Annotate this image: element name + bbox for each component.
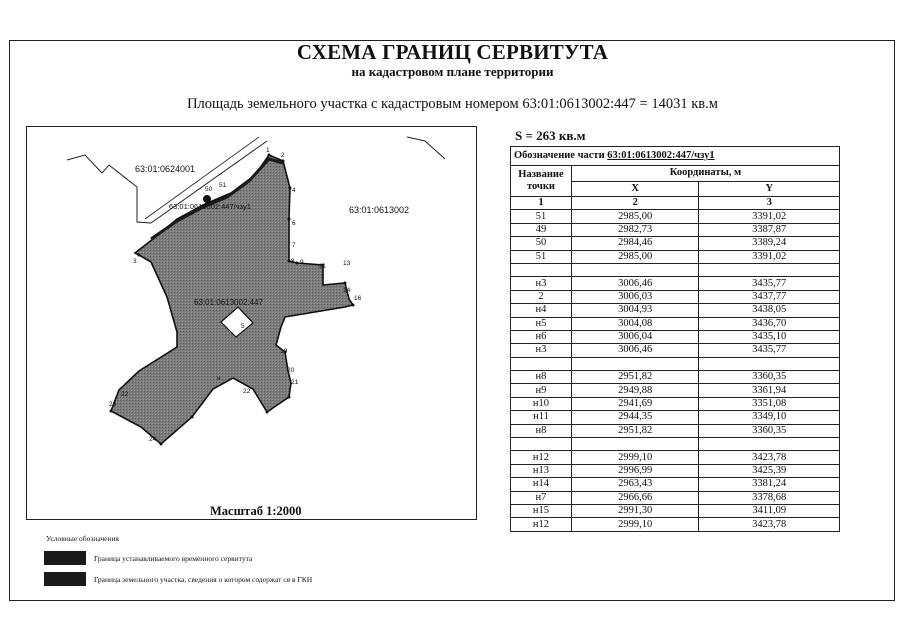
block-label-2: 63:01:0613002 — [349, 205, 410, 215]
svg-text:13: 13 — [343, 260, 351, 267]
x-cell: 3004,93 — [571, 304, 699, 317]
table-row — [511, 451, 840, 464]
x-cell: 2963,43 — [571, 478, 699, 491]
y-cell: 3436,70 — [699, 317, 840, 330]
x-cell: 3004,08 — [571, 317, 699, 330]
part-label: 63:01:0613002:447/чзу1 — [169, 202, 251, 211]
svg-text:н: н — [217, 375, 221, 382]
col-index: 3 — [699, 197, 840, 210]
point-name-cell: 51 — [511, 210, 572, 223]
point-name-cell: 51 — [511, 250, 572, 263]
table-row — [511, 344, 840, 357]
table-caption: Обозначение части 63:01:0613002:447/чзу1 — [511, 147, 840, 166]
legend-swatch — [44, 572, 86, 586]
x-cell: 3006,46 — [571, 344, 699, 357]
y-cell: 3360,35 — [699, 371, 840, 384]
svg-text:1: 1 — [266, 147, 270, 154]
y-cell: 3425,39 — [699, 464, 840, 477]
legend-text: Граница устанавливаемого временного сервитута — [94, 553, 253, 563]
table-caption-row — [511, 147, 840, 166]
svg-text:14: 14 — [343, 287, 351, 294]
y-cell: 3423,78 — [699, 451, 840, 464]
x-cell: 2985,00 — [571, 210, 699, 223]
svg-text:22: 22 — [243, 388, 251, 395]
y-cell: 3435,77 — [699, 344, 840, 357]
y-cell: 3349,10 — [699, 411, 840, 424]
point-name-cell: н13 — [511, 464, 572, 477]
svg-text:6: 6 — [292, 220, 296, 227]
table-row — [511, 210, 840, 223]
svg-text:51: 51 — [219, 182, 227, 189]
table-row — [511, 250, 840, 263]
point-name-cell: н8 — [511, 424, 572, 437]
y-cell: 3360,35 — [699, 424, 840, 437]
table-row — [511, 330, 840, 343]
col-header-name: Название точки — [511, 166, 572, 197]
parcel-area-line: Площадь земельного участка с кадастровым номером 63:01:0613002:447 = 14031 кв.м — [187, 96, 718, 112]
table-spacer-row — [511, 357, 840, 370]
legend-swatch — [44, 551, 86, 565]
coordinates-table — [510, 146, 840, 532]
x-cell: 2941,69 — [571, 397, 699, 410]
svg-text:3: 3 — [133, 258, 137, 265]
legend-heading: Условные обозначения — [46, 534, 119, 543]
table-row — [511, 518, 840, 531]
y-cell: 3438,05 — [699, 304, 840, 317]
y-cell: 3378,68 — [699, 491, 840, 504]
y-cell: 3361,94 — [699, 384, 840, 397]
point-name-cell: н10 — [511, 397, 572, 410]
table-spacer-row — [511, 438, 840, 451]
svg-text:19: 19 — [280, 348, 288, 355]
y-cell: 3411,09 — [699, 504, 840, 517]
svg-text:5: 5 — [241, 323, 245, 330]
y-cell: 3351,08 — [699, 397, 840, 410]
svg-text:50: 50 — [205, 186, 213, 193]
svg-text:20: 20 — [287, 367, 295, 374]
col-index: 1 — [511, 197, 572, 210]
point-name-cell: н5 — [511, 317, 572, 330]
svg-text:4: 4 — [292, 187, 296, 194]
svg-text:11: 11 — [319, 263, 326, 270]
point-name-cell: н9 — [511, 384, 572, 397]
x-cell: 2985,00 — [571, 250, 699, 263]
svg-text:7: 7 — [292, 242, 296, 249]
col-header-y: Y — [699, 181, 840, 197]
point-name-cell: 2 — [511, 290, 572, 303]
x-cell: 2982,73 — [571, 223, 699, 236]
point-name-cell: н3 — [511, 277, 572, 290]
page-title: СХЕМА ГРАНИЦ СЕРВИТУТА — [296, 40, 609, 64]
svg-text:2: 2 — [281, 152, 285, 159]
x-cell: 2966,66 — [571, 491, 699, 504]
svg-text:24: 24 — [149, 436, 157, 443]
legend-item — [44, 572, 312, 586]
col-index: 2 — [571, 197, 699, 210]
point-name-cell: н11 — [511, 411, 572, 424]
x-cell: 2996,99 — [571, 464, 699, 477]
y-cell: 3391,02 — [699, 210, 840, 223]
col-header-x: X — [571, 181, 699, 197]
parcel-label: 63:01:0613002:447 — [194, 298, 263, 307]
x-cell: 2951,82 — [571, 371, 699, 384]
point-name-cell: н14 — [511, 478, 572, 491]
table-row — [511, 411, 840, 424]
point-name-cell: н7 — [511, 491, 572, 504]
table-row — [511, 397, 840, 410]
block-label-1: 63:01:0624001 — [135, 164, 196, 174]
point-name-cell: 49 — [511, 223, 572, 236]
point-name-cell: н12 — [511, 518, 572, 531]
table-row — [511, 424, 840, 437]
table-row — [511, 304, 840, 317]
map-scale: Масштаб 1:2000 — [210, 504, 302, 518]
table-row — [511, 317, 840, 330]
x-cell: 2949,88 — [571, 384, 699, 397]
svg-text:8: 8 — [291, 258, 295, 265]
y-cell: 3381,24 — [699, 478, 840, 491]
x-cell: 2951,82 — [571, 424, 699, 437]
servitude-area: S = 263 кв.м — [515, 128, 586, 143]
page-subtitle: на кадастровом плане территории — [351, 64, 554, 79]
y-cell: 3437,77 — [699, 290, 840, 303]
svg-text:16: 16 — [354, 295, 362, 302]
x-cell: 2944,35 — [571, 411, 699, 424]
x-cell: 3006,46 — [571, 277, 699, 290]
y-cell: 3435,10 — [699, 330, 840, 343]
point-name-cell: н8 — [511, 371, 572, 384]
point-name-cell: н4 — [511, 304, 572, 317]
y-cell: 3389,24 — [699, 237, 840, 250]
table-row — [511, 384, 840, 397]
svg-text:9: 9 — [300, 259, 304, 266]
table-row — [511, 371, 840, 384]
legend-item — [44, 551, 252, 565]
table-row — [511, 237, 840, 250]
x-cell: 3006,04 — [571, 330, 699, 343]
svg-text:23: 23 — [109, 401, 117, 408]
y-cell: 3387,87 — [699, 223, 840, 236]
point-name-cell: н12 — [511, 451, 572, 464]
y-cell: 3391,02 — [699, 250, 840, 263]
x-cell: 2999,10 — [571, 451, 699, 464]
cadastral-map — [26, 126, 477, 520]
x-cell: 2991,30 — [571, 504, 699, 517]
table-row — [511, 277, 840, 290]
table-row — [511, 491, 840, 504]
x-cell: 2984,46 — [571, 237, 699, 250]
svg-text:22: 22 — [121, 391, 129, 398]
map-drawing — [27, 127, 478, 521]
y-cell: 3423,78 — [699, 518, 840, 531]
point-name-cell: 50 — [511, 237, 572, 250]
table-row — [511, 290, 840, 303]
x-cell: 2999,10 — [571, 518, 699, 531]
table-row — [511, 223, 840, 236]
point-name-cell: н6 — [511, 330, 572, 343]
point-name-cell: н3 — [511, 344, 572, 357]
block-boundary-line — [407, 137, 445, 159]
table-spacer-row — [511, 263, 840, 276]
table-row — [511, 478, 840, 491]
point-name-cell: н15 — [511, 504, 572, 517]
table-row — [511, 504, 840, 517]
legend-text: Граница земельного участка, сведения о котором содержат ся в ГКН — [94, 574, 313, 584]
svg-text:21: 21 — [291, 379, 299, 386]
table-row — [511, 464, 840, 477]
x-cell: 3006,03 — [571, 290, 699, 303]
y-cell: 3435,77 — [699, 277, 840, 290]
col-header-coords: Координаты, м — [571, 166, 839, 182]
